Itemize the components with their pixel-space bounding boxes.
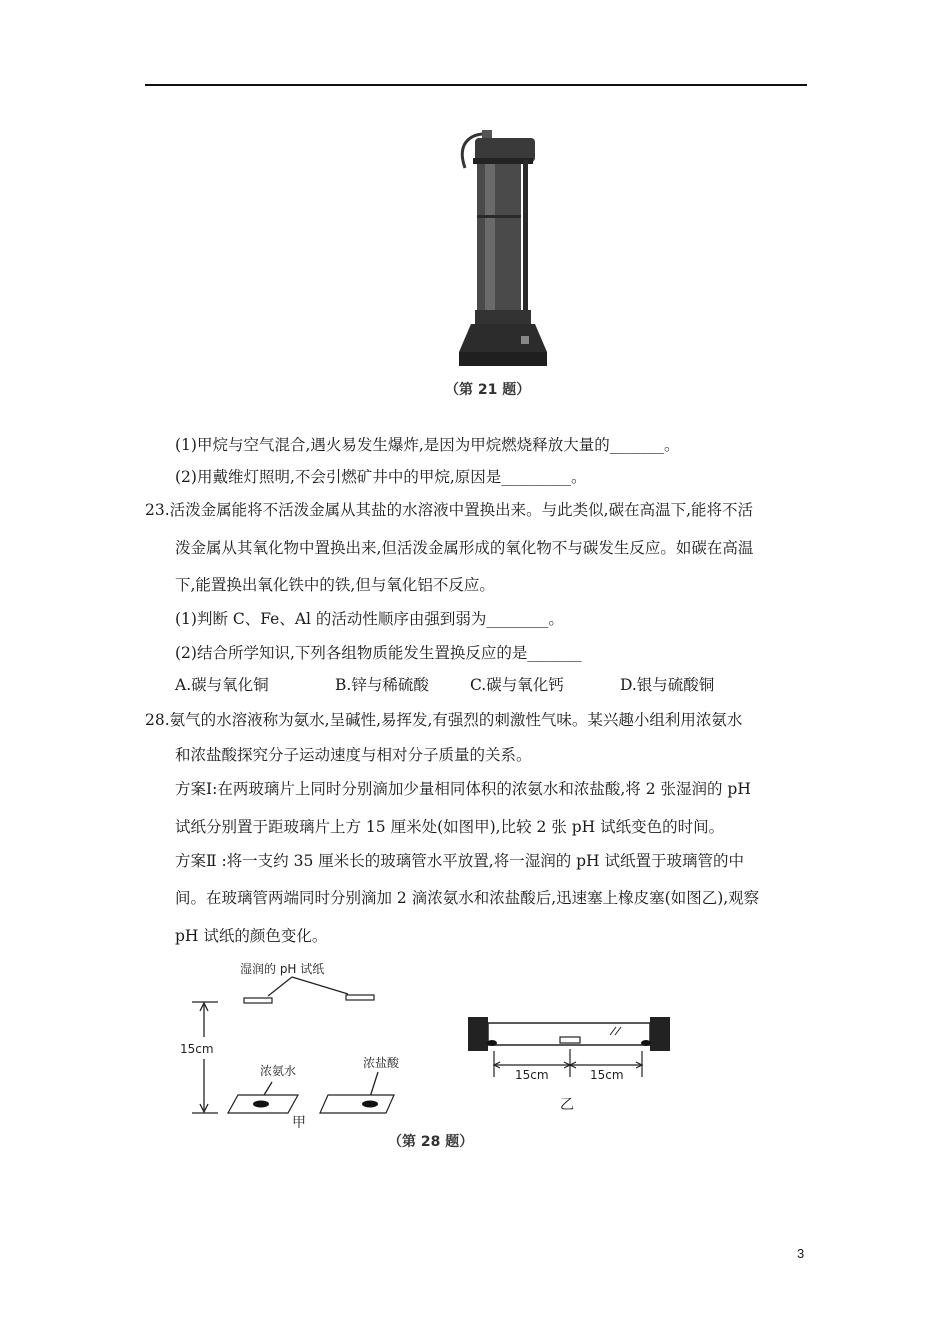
label-yi: 乙: [560, 1097, 574, 1113]
q23-option-a: A.碳与氧化铜: [175, 676, 269, 694]
figure-jia-diagram: [180, 955, 410, 1135]
label-ammonia: 浓氨水: [260, 1064, 297, 1078]
q23-option-b: B.锌与稀硫酸: [335, 676, 429, 694]
q21-part1: (1)甲烷与空气混合,遇火易发生爆炸,是因为甲烷燃烧释放大量的_______。: [175, 436, 680, 454]
label-height: 15cm: [180, 1042, 214, 1056]
header-rule: [145, 84, 807, 86]
q23-line1: 23.活泼金属能将不活泼金属从其盐的水溶液中置换出来。与此类似,碳在高温下,能将不活: [145, 501, 754, 519]
q23-part1: (1)判断 C、Fe、Al 的活动性顺序由强到弱为________。: [175, 610, 564, 628]
label-hcl: 浓盐酸: [363, 1056, 400, 1070]
q28-line3: 方案Ⅰ:在两玻璃片上同时分别滴加少量相同体积的浓氨水和浓盐酸,将 2 张湿润的 pH: [175, 780, 751, 798]
q28-line5: 方案Ⅱ :将一支约 35 厘米长的玻璃管水平放置,将一湿润的 pH 试纸置于玻璃管的中: [175, 852, 744, 870]
q28-line4: 试纸分别置于距玻璃片上方 15 厘米处(如图甲),比较 2 张 pH 试纸变色的时间。: [175, 818, 725, 836]
q23-line2: 泼金属从其氧化物中置换出来,但活泼金属形成的氧化物不与碳发生反应。如碳在高温: [175, 539, 754, 557]
figure-yi-diagram: [460, 1005, 685, 1115]
q28-line1: 28.氨气的水溶液称为氨水,呈碱性,易挥发,有强烈的刺激性气味。某兴趣小组利用浓氨水: [145, 711, 743, 729]
label-right-length: 15cm: [590, 1068, 624, 1082]
q21-part2: (2)用戴维灯照明,不会引燃矿井中的甲烷,原因是_________。: [175, 468, 587, 486]
q23-line3: 下,能置换出氧化铁中的铁,但与氧化铝不反应。: [175, 576, 495, 594]
q28-line2: 和浓盐酸探究分子运动速度与相对分子质量的关系。: [175, 746, 532, 764]
q23-option-d: D.银与硫酸铜: [620, 676, 715, 694]
label-ph-paper: 湿润的 pH 试纸: [240, 962, 325, 976]
q28-line7: pH 试纸的颜色变化。: [175, 927, 328, 945]
page-number: 3: [797, 1246, 805, 1261]
q23-option-c: C.碳与氧化钙: [470, 676, 564, 694]
label-left-length: 15cm: [515, 1068, 549, 1082]
q23-part2: (2)结合所学知识,下列各组物质能发生置换反应的是_______: [175, 644, 582, 662]
figure-21-caption: （第 21 题）: [445, 382, 531, 398]
label-jia: 甲: [292, 1115, 306, 1131]
q28-line6: 间。在玻璃管两端同时分别滴加 2 滴浓氨水和浓盐酸后,迅速塞上橡皮塞(如图乙),观察: [175, 889, 760, 907]
davy-lamp-figure: [425, 120, 555, 382]
figure-28-caption: （第 28 题）: [388, 1134, 474, 1150]
